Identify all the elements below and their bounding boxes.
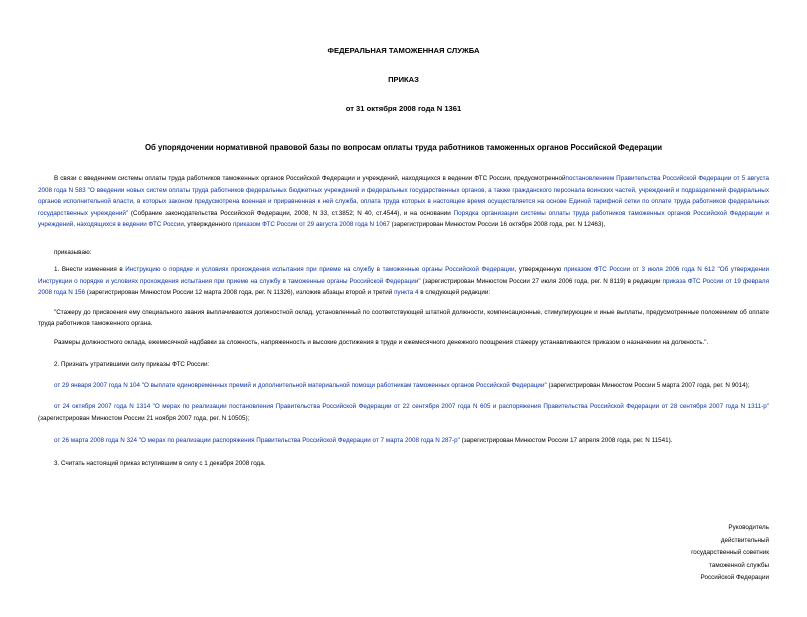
date-number-heading: от 31 октября 2008 года N 1361 (345, 104, 462, 113)
repealed-order-324 (38, 435, 769, 447)
instruction-link[interactable]: Инструкцию о порядке и условиях прохождения испытания при приеме на службу в таможенные органы Российской Федерации (125, 266, 515, 273)
preamble-text-3: , утвержденного (183, 221, 233, 228)
order-104-link[interactable]: от 29 января 2007 года N 104 "О выплате единовременных премий и дополнительной материальной помощи работникам таможенных органов Российской Федерации" (54, 381, 547, 389)
item-1-text-3: (зарегистрирован Минюстом России 27 июля 2006 года, рег. N 8119) в редакции (420, 277, 663, 285)
order-324-link[interactable]: от 26 марта 2008 года N 324 "О мерах по реализации распоряжения Правительства Российской Федерации от 7 марта 2008 года N 287-р" (54, 437, 460, 444)
signature-line: таможенной службы (709, 561, 769, 569)
item-1-text-5: в следующей редакции: (418, 289, 491, 296)
signature-line: государственный советник (691, 549, 769, 556)
signature-line: действительный (720, 536, 769, 544)
document-page (0, 46, 807, 617)
document-title: Об упорядочении нормативной правовой базы по вопросам оплаты труда работников таможенных органов Российской Федерации (144, 143, 663, 152)
preamble-paragraph (38, 173, 769, 231)
repealed-order-1314 (38, 401, 769, 424)
pay-system-procedure-link[interactable]: Порядка организации системы оплаты труда работников таможенных органов Российской Федерации и учреждений, находящихся в ведении ФТС России (38, 209, 769, 228)
order-324-text: (зарегистрирован Минюстом России 17 апреля 2008 года, рег. N 11541). (459, 437, 673, 444)
item-3-paragraph: 3. Считать настоящий приказ вступившим в силу с 1 декабря 2008 года. (54, 459, 266, 467)
order-1067-link[interactable]: приказом ФТС России от 29 августа 2008 года N 1067 (232, 221, 390, 228)
preamble-text-4: (зарегистрирован Минюстом России 16 октября 2008 года, рег. N 12463), (389, 221, 606, 228)
preamble-text-2: (Собрание законодательства Российской Федерации, 2008, N 33, ст.3852; N 40, ст.4544), и на основании (128, 209, 454, 217)
agency-heading: ФЕДЕРАЛЬНАЯ ТАМОЖЕННАЯ СЛУЖБА (327, 46, 480, 55)
item-2-paragraph: 2. Признать утратившими силу приказы ФТС России: (54, 361, 210, 368)
order-1314-link[interactable]: от 24 октября 2007 года N 1314 "О мерах по реализации постановления Правительства Российской Федерации от 22 сентября 2007 года N 605 и распоряжения Правительства Российской Федерации от 28 сентября 2007 года N 1311-р" (54, 403, 769, 410)
signature-line: Руководитель (728, 524, 769, 531)
signature-line: Российской Федерации (700, 574, 769, 581)
order-612-link[interactable]: приказом ФТС России от 3 июля 2006 года N 612 "Об утверждении Инструкции о порядке и условиях прохождения испытания при приеме на службу в таможенные органы Российской Федерации" (38, 266, 769, 285)
item-1-text-1: 1. Внести изменения в (54, 266, 126, 273)
order-1314-text: (зарегистрирован Минюстом России 21 ноября 2007 года, рег. N 10505); (38, 414, 250, 422)
signature-block (691, 522, 769, 585)
item-1-paragraph (38, 264, 769, 299)
order-156-link[interactable]: приказа ФТС России от 19 февраля 2008 года N 156 (38, 277, 770, 296)
order-104-text: (зарегистрирован Минюстом России 5 марта 2007 года, рег. N 9014); (546, 381, 750, 389)
doc-type-heading: ПРИКАЗ (388, 75, 419, 84)
quoted-paragraph-2: Размеры должностного оклада, ежемесячной надбавки за сложность, напряженность и высокие достижения в труде и ежемесячного денежного поощрения стажеру устанавливаются приказом о назначении на должность.". (54, 338, 709, 346)
order-word: приказываю: (54, 248, 92, 256)
repealed-order-104 (38, 380, 769, 392)
preamble-text-1: В связи с введением системы оплаты труда работников таможенных органов Российской Федерации и учреждений, находящихся в ведении ФТС России, предусмотренной (54, 175, 566, 182)
quoted-paragraph-1: "Стажеру до присвоения ему специального звания выплачиваются должностной оклад, установленный по соответствующей штатной должности, компенсационные, стимулирующие и иные выплаты, предусмотренные положением об оплате труда работников таможенного органа. (38, 308, 769, 327)
clause-4-link[interactable]: пункта 4 (394, 289, 419, 296)
item-1-text-2: , утвержденную (514, 266, 564, 273)
government-decree-583-link[interactable]: постановлением Правительства Российской Федерации от 5 августа 2008 года N 583 "О введении новых систем оплаты труда работников федеральных бюджетных учреждений и федеральных государственных органов, а также гражданского персонала воинских частей, учреждений и подразделений федеральных органов исполнительной власти, в которых законом предусмотрена военная и приравненная к ней служба, оплата труда которых в настоящее время осуществляется на основе Единой тарифной сетки по оплате труда работников федеральных государственных учреждений" (38, 175, 769, 217)
item-1-text-4: (зарегистрирован Минюстом России 12 марта 2008 года, рег. N 11326), изложив абзацы второй и третий (85, 289, 395, 296)
